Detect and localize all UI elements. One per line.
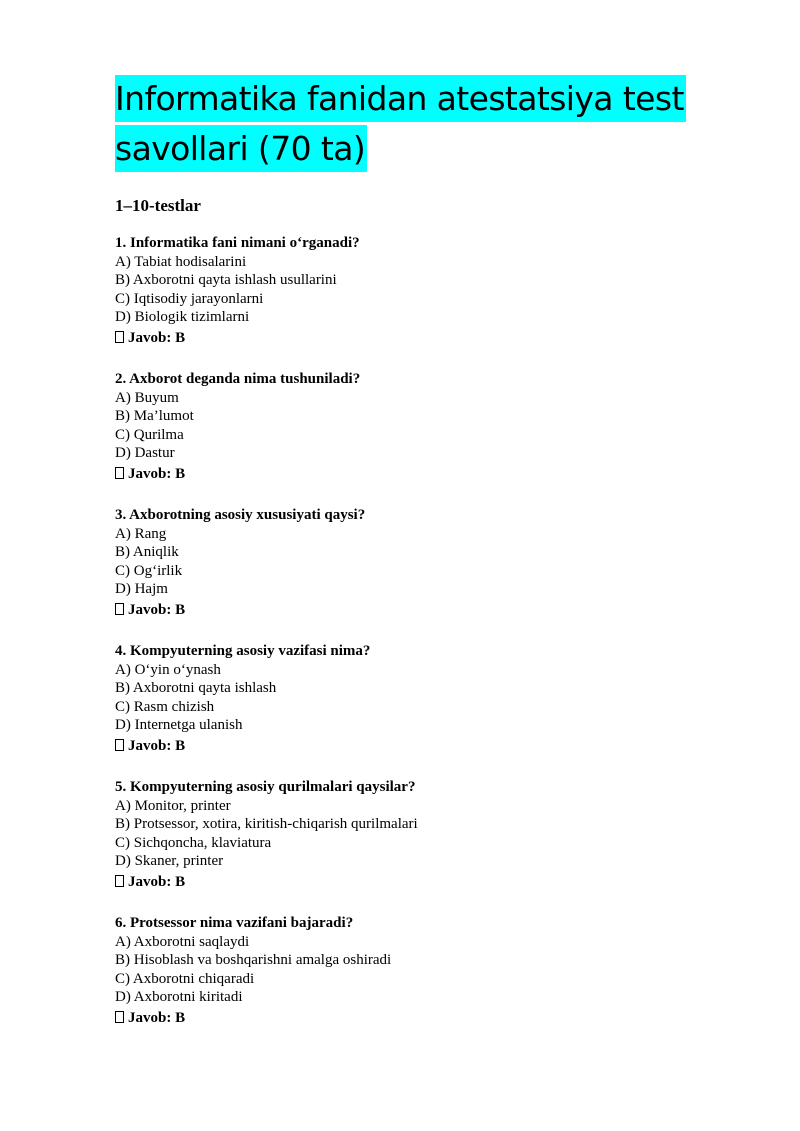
question-block — [115, 506, 715, 620]
question-block — [115, 914, 715, 1028]
answer-option: A) Axborotni saqlaydi — [115, 933, 250, 950]
answer-option: D) Hajm — [115, 581, 168, 597]
question-block — [115, 778, 715, 892]
answer-label: Javob: B — [128, 330, 186, 346]
question-text: 3. Axborotning asosiy xususiyati qaysi? — [115, 507, 366, 523]
answer-option: D) Skaner, printer — [115, 853, 224, 869]
answer-option: C) Axborotni chiqaradi — [115, 970, 255, 987]
answer-option: A) Tabiat hodisalarini — [115, 253, 247, 270]
question-text: 1. Informatika fani nimani o‘rganadi? — [115, 235, 360, 251]
missing-glyph-box-icon — [115, 603, 124, 615]
answer-option: B) Hisoblash va boshqarishni amalga oshiradi — [115, 952, 392, 968]
missing-glyph-box-icon — [115, 1011, 124, 1023]
answer-option: C) Og‘irlik — [115, 562, 183, 579]
missing-glyph-box-icon — [115, 331, 124, 343]
answer-option: A) Monitor, printer — [115, 797, 231, 814]
correct-answer — [115, 1008, 715, 1028]
answer-label: Javob: B — [128, 874, 186, 890]
answer-option: A) Buyum — [115, 389, 179, 406]
answer-label: Javob: B — [128, 466, 186, 482]
missing-glyph-box-icon — [115, 875, 124, 887]
answer-option: A) O‘yin o‘ynash — [115, 661, 221, 678]
missing-glyph-box-icon — [115, 467, 124, 479]
question-block — [115, 642, 715, 756]
answer-option: C) Sichqoncha, klaviatura — [115, 834, 272, 851]
answer-option: B) Ma’lumot — [115, 408, 194, 424]
title-line-2: savollari (70 ta) — [115, 125, 367, 172]
answer-option: D) Dastur — [115, 445, 175, 461]
title-line-1: Informatika fanidan atestatsiya test — [115, 75, 686, 122]
answer-label: Javob: B — [128, 602, 186, 618]
answer-option: C) Qurilma — [115, 426, 184, 443]
answer-option: B) Axborotni qayta ishlash — [115, 680, 277, 696]
question-block — [115, 234, 715, 348]
question-text: 4. Kompyuterning asosiy vazifasi nima? — [115, 643, 371, 659]
answer-option: D) Biologik tizimlarni — [115, 309, 250, 325]
correct-answer — [115, 464, 715, 484]
question-text: 5. Kompyuterning asosiy qurilmalari qaysilar? — [115, 779, 416, 795]
answer-label: Javob: B — [128, 1010, 186, 1026]
correct-answer — [115, 872, 715, 892]
document-title — [115, 75, 684, 172]
question-list — [115, 234, 715, 1050]
answer-option: B) Protsessor, xotira, kiritish-chiqarish qurilmalari — [115, 816, 418, 832]
question-text: 6. Protsessor nima vazifani bajaradi? — [115, 915, 354, 931]
answer-label: Javob: B — [128, 738, 186, 754]
answer-option: C) Iqtisodiy jarayonlarni — [115, 290, 264, 307]
question-text: 2. Axborot deganda nima tushuniladi? — [115, 371, 361, 387]
answer-option: D) Internetga ulanish — [115, 717, 243, 733]
missing-glyph-box-icon — [115, 739, 124, 751]
answer-option: C) Rasm chizish — [115, 698, 215, 715]
answer-option: A) Rang — [115, 525, 167, 542]
correct-answer — [115, 328, 715, 348]
section-heading: 1–10-testlar — [115, 196, 201, 215]
answer-option: B) Aniqlik — [115, 544, 179, 560]
correct-answer — [115, 600, 715, 620]
answer-option: D) Axborotni kiritadi — [115, 989, 243, 1005]
question-block — [115, 370, 715, 484]
answer-option: B) Axborotni qayta ishlash usullarini — [115, 272, 337, 288]
correct-answer — [115, 736, 715, 756]
